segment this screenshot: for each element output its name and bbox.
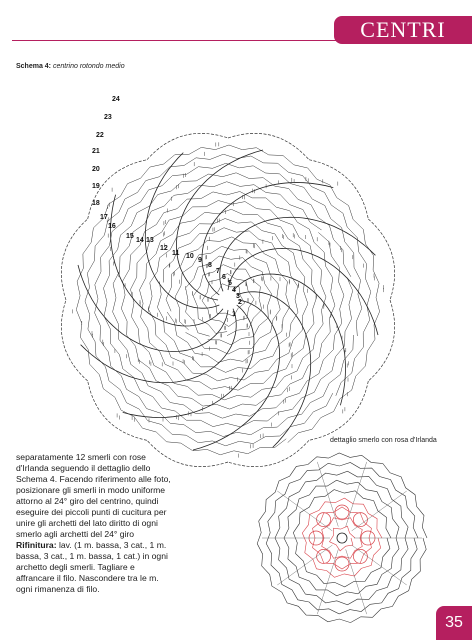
detail-caption: dettaglio smerlo con rosa d'Irlanda [330,437,437,444]
row-number: 9 [198,257,202,264]
finish-paragraph [16,540,174,595]
row-number: 1 [232,311,236,318]
row-number: 8 [208,262,212,269]
row-number: 20 [92,166,100,173]
row-number: 21 [92,148,100,155]
row-number: 12 [160,245,168,252]
row-number: 10 [186,253,194,260]
row-number: 24 [112,96,120,103]
row-number: 4 [232,287,236,294]
row-number: 22 [96,132,104,139]
instructions-paragraph: separatamente 12 smerli con rose d'Irlanda seguendo il dettaglio dello Schema 4. Facendo riferimento alle foto, posizionare gli smerli in modo uniforme attorno al 24° giro del centrino, quindi eseguire dei piccoli punti di cucitura per unire gli archetti del lato diritto di ogni smerlo agli archetti del 24° giro [16,452,171,539]
finish-text: lav. (1 m. bassa, 3 cat., 1 m. bassa, 3 cat., 1 m. bassa, 1 cat.) in ogni archetto degli smerli. Tagliare e affrancare il filo. Nascondere tra le m. ogni rimanenza di filo. [16,540,168,594]
section-title: CENTRI [360,17,446,42]
detail-crochet-chart [257,453,427,623]
row-number: 16 [108,223,116,230]
row-number: 11 [172,250,180,257]
row-number: 23 [104,114,112,121]
schema-label: Schema 4: [16,63,52,70]
page-number: 35 [445,614,463,631]
row-number: 6 [222,274,226,281]
row-number: 19 [92,183,100,190]
main-crochet-chart [61,133,394,466]
row-number: 2 [238,299,242,306]
row-number: 7 [216,268,220,275]
row-number: 15 [126,233,134,240]
row-number: 13 [146,237,154,244]
row-number: 3 [236,293,240,300]
row-number: 18 [92,200,100,207]
schema-title: centrino rotondo medio [52,63,125,70]
row-number-labels [92,96,242,318]
row-number: 5 [228,280,232,287]
page-number-box [436,606,472,640]
row-number: 17 [100,214,108,221]
instructions-text [16,452,174,595]
finish-label: Rifinitura: [16,540,57,550]
row-number: 14 [136,237,144,244]
